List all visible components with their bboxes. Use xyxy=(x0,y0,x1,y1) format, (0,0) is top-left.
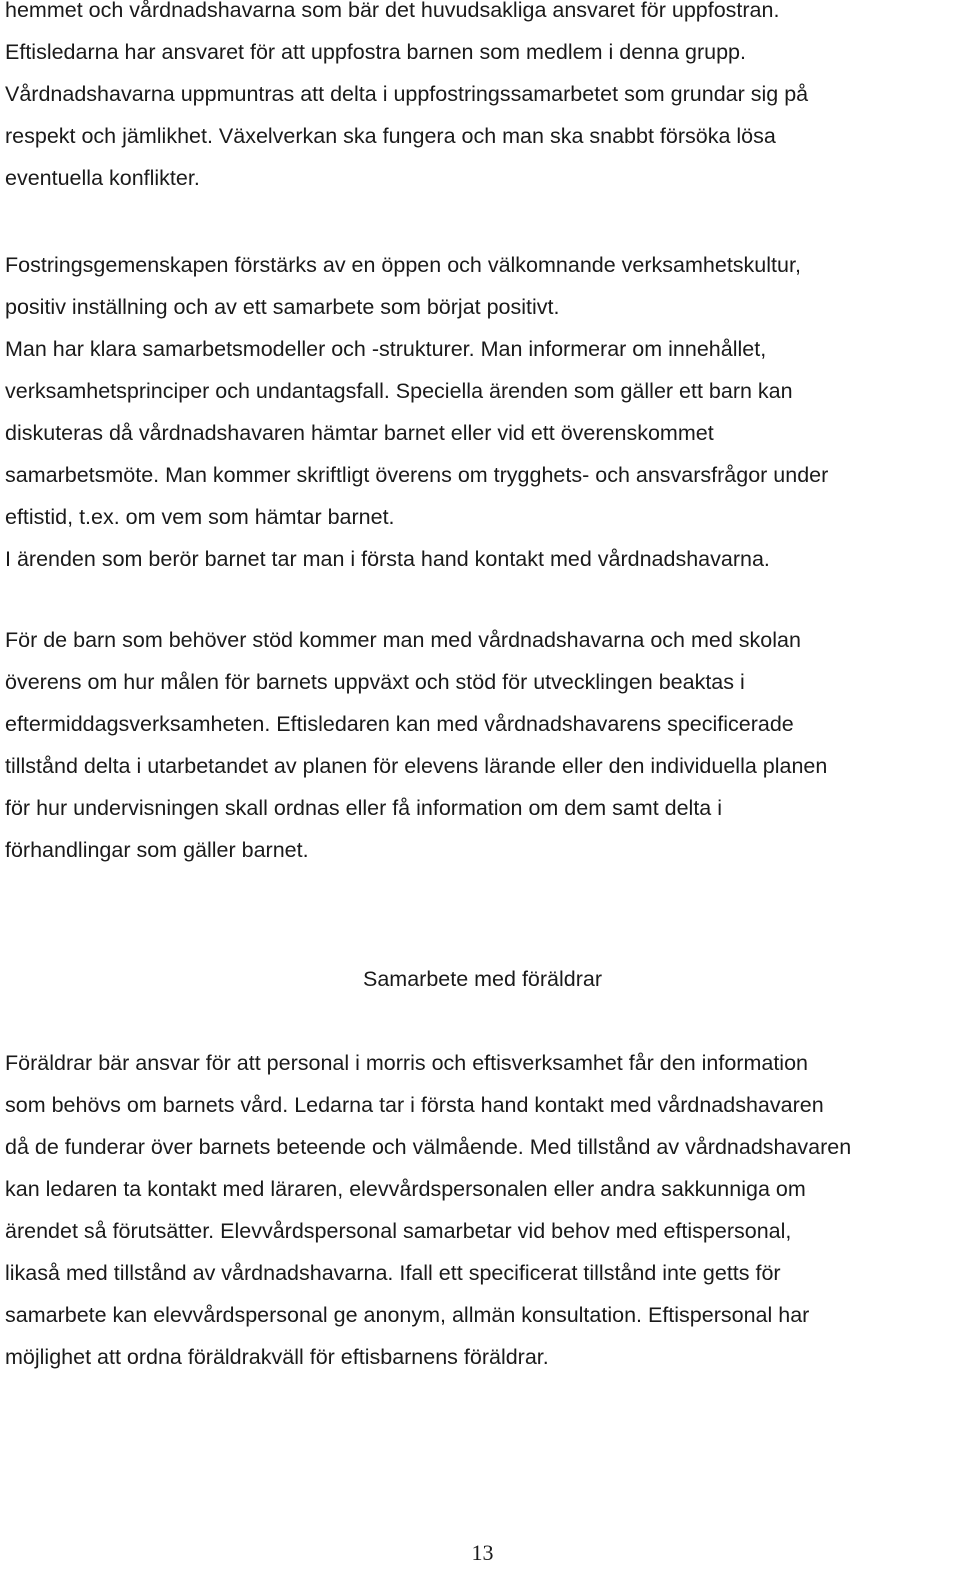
paragraph-upbringing-responsibility xyxy=(5,0,808,199)
paragraph-parent-cooperation xyxy=(5,1042,851,1378)
text-line: Man har klara samarbetsmodeller och -strukturer. Man informerar om innehållet, xyxy=(5,337,767,361)
text-line: som behövs om barnets vård. Ledarna tar i första hand kontakt med vårdnadshavaren xyxy=(5,1093,824,1117)
text-line: eventuella konflikter. xyxy=(5,166,200,190)
text-line: diskuteras då vårdnadshavaren hämtar barnet eller vid ett överenskommet xyxy=(5,421,714,445)
text-line: I ärenden som berör barnet tar man i första hand kontakt med vårdnadshavarna. xyxy=(5,547,770,571)
text-line: förhandlingar som gäller barnet. xyxy=(5,838,309,862)
paragraph-support-needs xyxy=(5,619,827,871)
text-line: kan ledaren ta kontakt med läraren, elevvårdspersonalen eller andra sakkunniga om xyxy=(5,1177,806,1201)
text-line: verksamhetsprinciper och undantagsfall. Speciella ärenden som gäller ett barn kan xyxy=(5,379,793,403)
text-line: då de funderar över barnets beteende och välmående. Med tillstånd av vårdnadshavaren xyxy=(5,1135,852,1159)
text-line: hemmet och vårdnadshavarna som bär det huvudsakliga ansvaret för uppfostran. xyxy=(5,0,780,22)
text-line: för hur undervisningen skall ordnas eller få information om dem samt delta i xyxy=(5,796,723,820)
text-line: samarbete kan elevvårdspersonal ge anonym, allmän konsultation. Eftispersonal har xyxy=(5,1303,810,1327)
page-number: 13 xyxy=(471,1540,494,1565)
text-line: respekt och jämlikhet. Växelverkan ska fungera och man ska snabbt försöka lösa xyxy=(5,124,776,148)
text-line: positiv inställning och av ett samarbete som börjat positivt. xyxy=(5,295,560,319)
text-line: tillstånd delta i utarbetandet av planen för elevens lärande eller den individuella planen xyxy=(5,754,828,778)
text-line: För de barn som behöver stöd kommer man med vårdnadshavarna och med skolan xyxy=(5,628,801,652)
section-heading: Samarbete med föräldrar xyxy=(363,967,602,991)
text-line: Föräldrar bär ansvar för att personal i morris och eftisverksamhet får den information xyxy=(5,1051,808,1075)
text-line: Eftisledarna har ansvaret för att uppfostra barnen som medlem i denna grupp. xyxy=(5,40,746,64)
paragraph-fostering-community xyxy=(5,244,828,580)
text-line: möjlighet att ordna föräldrakväll för eftisbarnens föräldrar. xyxy=(5,1345,549,1369)
text-line: överens om hur målen för barnets uppväxt och stöd för utvecklingen beaktas i xyxy=(5,670,745,694)
text-line: eftermiddagsverksamheten. Eftisledaren kan med vårdnadshavarens specificerade xyxy=(5,712,794,736)
text-line: likaså med tillstånd av vårdnadshavarna. Ifall ett specificerat tillstånd inte getts för xyxy=(5,1261,781,1285)
text-line: ärendet så förutsätter. Elevvårdspersonal samarbetar vid behov med eftispersonal, xyxy=(5,1219,792,1243)
text-line: Fostringsgemenskapen förstärks av en öppen och välkomnande verksamhetskultur, xyxy=(5,253,801,277)
text-line: eftistid, t.ex. om vem som hämtar barnet. xyxy=(5,505,395,529)
text-line: samarbetsmöte. Man kommer skriftligt överens om trygghets- och ansvarsfrågor under xyxy=(5,463,829,487)
text-line: Vårdnadshavarna uppmuntras att delta i uppfostringssamarbetet som grundar sig på xyxy=(5,82,809,106)
